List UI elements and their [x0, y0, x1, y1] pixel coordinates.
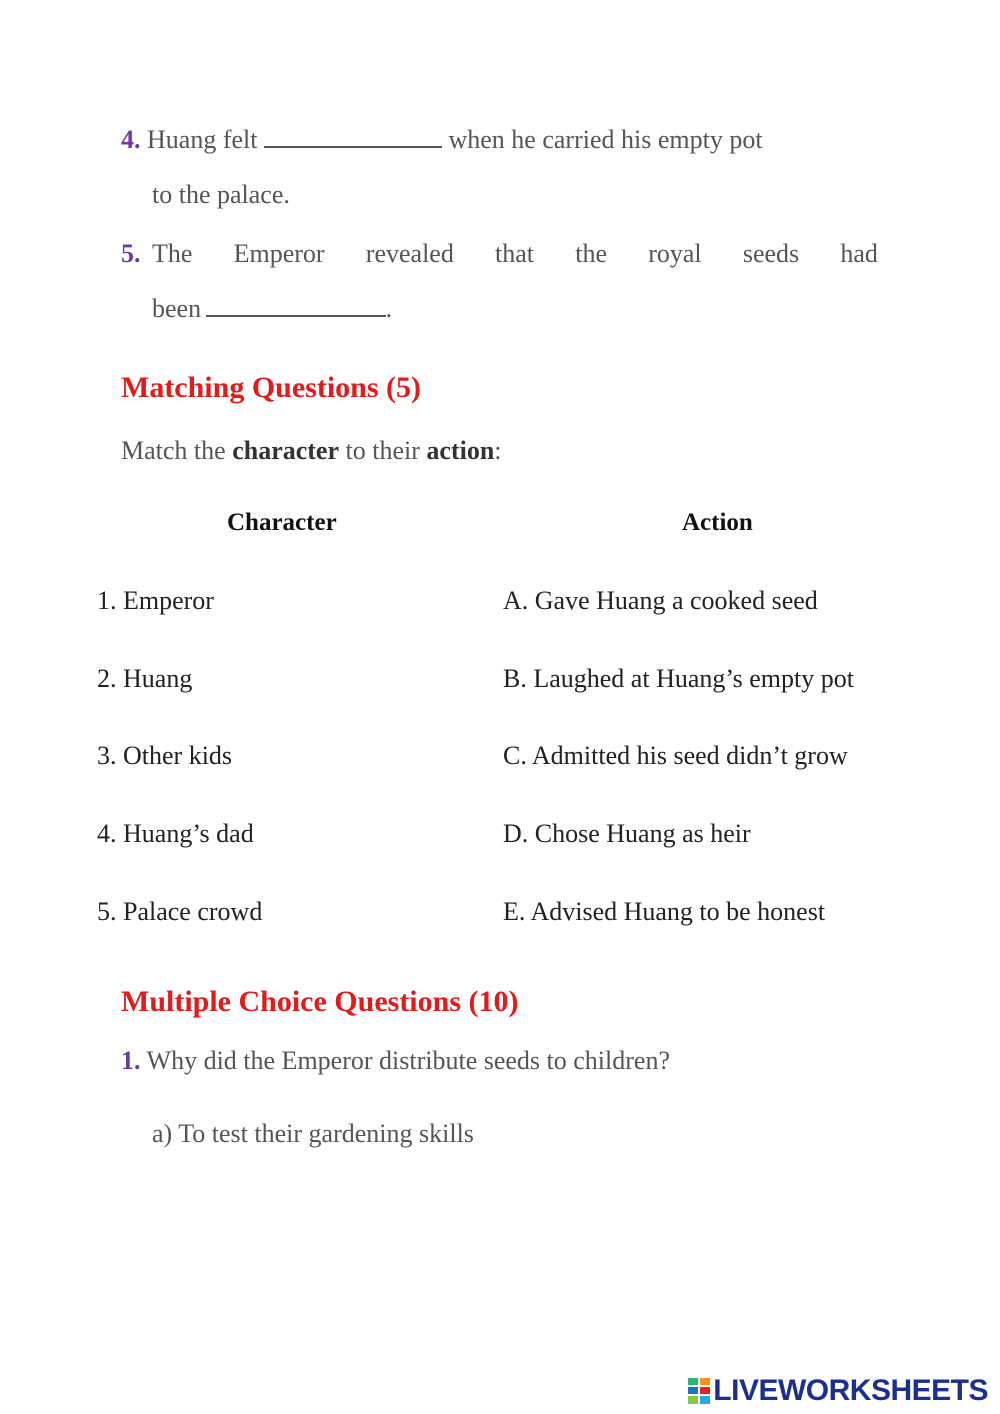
character-item[interactable]: 5. Palace crowd — [97, 897, 263, 926]
matching-heading: Matching Questions (5) — [121, 371, 421, 404]
question-5 — [121, 241, 141, 267]
mcq-question-1 — [121, 1048, 670, 1074]
question-text: Huang felt — [147, 125, 258, 154]
instruction-bold: action — [426, 436, 495, 465]
answer-blank[interactable] — [264, 128, 442, 148]
column-header-action: Action — [682, 509, 753, 536]
word: Emperor — [233, 239, 325, 268]
word: royal — [648, 239, 702, 268]
action-item[interactable]: D. Chose Huang as heir — [503, 819, 751, 848]
question-text: . — [385, 294, 393, 323]
question-number: 1. — [121, 1046, 141, 1075]
question-text: when he carried his empty pot — [448, 125, 763, 154]
word: the — [575, 239, 608, 268]
logo-text: LIVEWORKSHEETS — [713, 1374, 988, 1407]
instruction-text: Match the — [121, 436, 233, 465]
question-5-line1 — [152, 241, 878, 267]
character-item[interactable]: 4. Huang’s dad — [97, 819, 254, 848]
question-4 — [121, 127, 763, 153]
answer-blank[interactable] — [206, 297, 386, 317]
mcq-option-a[interactable]: a) To test their gardening skills — [152, 1119, 474, 1148]
question-4-line2: to the palace. — [152, 180, 290, 209]
instruction-text: : — [494, 436, 502, 465]
question-number: 5. — [121, 239, 141, 268]
character-item[interactable]: 1. Emperor — [97, 586, 214, 615]
question-text: been — [152, 294, 202, 323]
mcq-heading: Multiple Choice Questions (10) — [121, 985, 519, 1018]
word: The — [152, 239, 193, 268]
matching-instruction — [121, 436, 502, 466]
action-item[interactable]: C. Admitted his seed didn’t grow — [503, 741, 848, 770]
action-item[interactable]: A. Gave Huang a cooked seed — [503, 586, 818, 615]
instruction-text: to their — [339, 436, 427, 465]
word: revealed — [365, 239, 454, 268]
liveworksheets-icon — [688, 1378, 710, 1404]
column-header-character: Character — [227, 509, 337, 536]
question-number: 4. — [121, 125, 141, 154]
character-item[interactable]: 3. Other kids — [97, 741, 233, 770]
action-item[interactable]: B. Laughed at Huang’s empty pot — [503, 664, 854, 693]
question-5-line2 — [152, 296, 392, 322]
instruction-bold: character — [232, 436, 340, 465]
word: seeds — [742, 239, 800, 268]
question-text: Why did the Emperor distribute seeds to children? — [146, 1046, 670, 1075]
liveworksheets-logo — [688, 1374, 988, 1408]
word: had — [840, 239, 878, 268]
character-item[interactable]: 2. Huang — [97, 664, 193, 693]
action-item[interactable]: E. Advised Huang to be honest — [503, 897, 826, 926]
word: that — [495, 239, 535, 268]
